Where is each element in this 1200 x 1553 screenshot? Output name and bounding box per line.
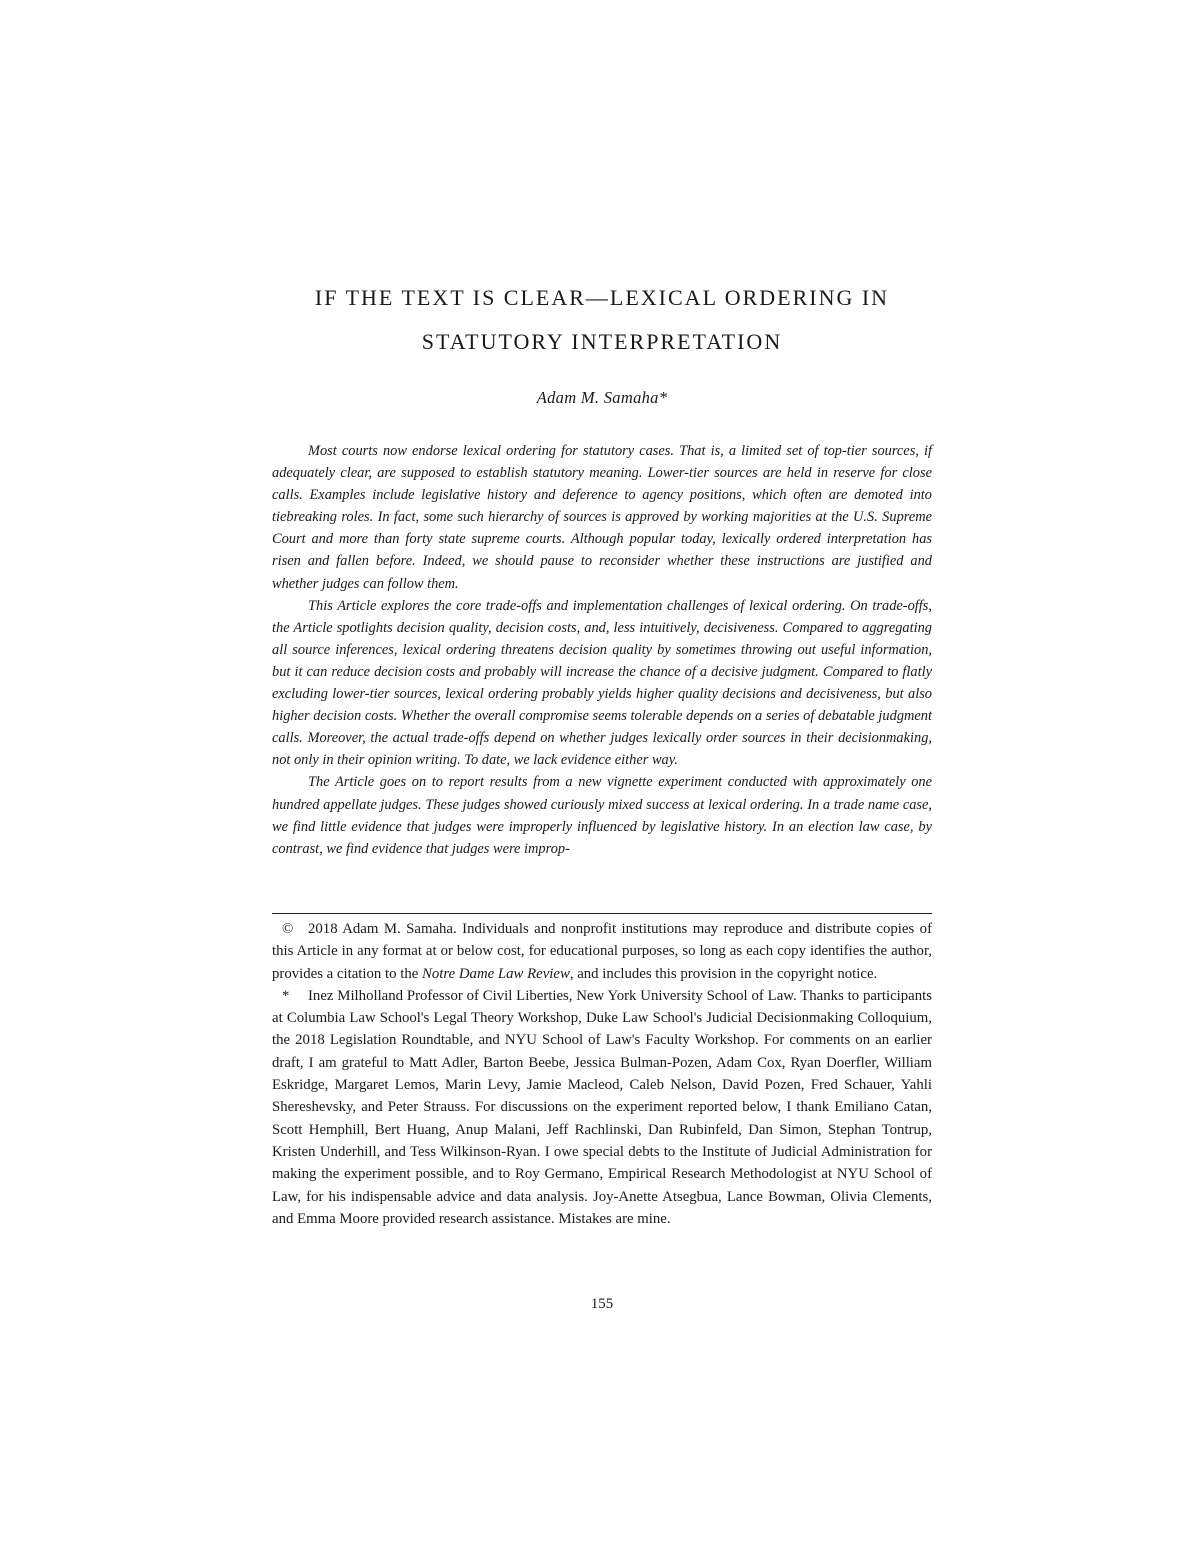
footnote-author-note <box>272 985 932 1230</box>
author-note-text: Inez Milholland Professor of Civil Liberties, New York University School of Law. Thanks to participants at Columbia Law School's Legal Theory Workshop, Duke Law School's Judicial Decisionmaking Colloquium, the 2018 Legislation Roundtable, and NYU School of Law's Faculty Workshop. For comments on an earlier draft, I am grateful to Matt Adler, Barton Beebe, Jessica Bulman-Pozen, Adam Cox, Ryan Doerfler, William Eskridge, Margaret Lemos, Marin Levy, Jamie Macleod, Caleb Nelson, David Pozen, Fred Schauer, Yahli Shereshevsky, and Peter Strauss. For discussions on the experiment reported below, I thank Emiliano Catan, Scott Hemphill, Bert Huang, Anup Malani, Jeff Rachlinski, Dan Rubinfeld, Dan Simon, Stephan Tontrup, Kristen Underhill, and Tess Wilkinson-Ryan. I owe special debts to the Institute of Judicial Administration for making the experiment possible, and to Roy Germano, Empirical Research Methodologist at NYU School of Law, for his indispensable advice and data analysis. Joy-Anette Atsegbua, Lance Bowman, Olivia Clements, and Emma Moore provided research assistance. Mistakes are mine. <box>272 987 932 1227</box>
author-name: Adam M. Samaha* <box>536 388 668 407</box>
document-page <box>272 0 932 1553</box>
asterisk-mark: * <box>282 987 290 1004</box>
abstract <box>272 440 932 860</box>
footnotes <box>272 918 932 1230</box>
copyright-text-after: , and includes this provision in the copyright notice. <box>569 965 878 982</box>
page-number: 155 <box>590 1296 614 1312</box>
abstract-paragraph-3: The Article goes on to report results from a new vignette experiment conducted with approximately one hundred appellate judges. These judges showed curiously mixed success at lexical ordering. In a trade name case, we find little evidence that judges were improperly influenced by legislative history. In an election law case, by contrast, we find evidence that judges were improp- <box>272 774 932 857</box>
article-title <box>272 276 932 364</box>
footnote-copyright <box>272 918 932 985</box>
footnote-divider <box>272 913 932 914</box>
copyright-mark: © <box>282 921 294 937</box>
abstract-paragraph-2: This Article explores the core trade-offs and implementation challenges of lexical ordering. On trade-offs, the Article spotlights decision quality, decision costs, and, less intuitively, decisiveness. Compared to aggregating all source inferences, lexical ordering threatens decision quality by sometimes throwing out useful information, but it can reduce decision costs and probably will increase the chance of a decisive judgment. Compared to flatly excluding lower-tier sources, lexical ordering probably yields higher quality decisions and decisiveness, but also higher decision costs. Whether the overall compromise seems tolerable depends on a series of debatable judgment calls. Moreover, the actual trade-offs depend on whether judges lexically order sources in their decisionmaking, not only in their opinion writing. To date, we lack evidence either way. <box>272 597 932 769</box>
copyright-text-before: 2018 Adam M. Samaha. Individuals and nonprofit institutions may reproduce and distribute copies of this Article in any format at or below cost, for educational purposes, so long as each copy identifies the author, provides a citation to the <box>272 921 932 982</box>
abstract-paragraph-1: Most courts now endorse lexical ordering for statutory cases. That is, a limited set of top-tier sources, if adequately clear, are supposed to establish statutory meaning. Lower-tier sources are held in reserve for close calls. Examples include legislative history and deference to agency positions, which often are demoted into tiebreaking roles. In fact, some such hierarchy of sources is approved by working majorities at the U.S. Supreme Court and more than forty state supreme courts. Although popular today, lexically ordered interpretation has risen and fallen before. Indeed, we should pause to reconsider whether these instructions are justified and whether judges can follow them. <box>272 443 932 592</box>
article-title-line-1: IF THE TEXT IS CLEAR—LEXICAL ORDERING IN <box>314 285 890 310</box>
article-title-line-2: STATUTORY INTERPRETATION <box>421 329 783 354</box>
journal-name: Notre Dame Law Review <box>422 965 570 982</box>
